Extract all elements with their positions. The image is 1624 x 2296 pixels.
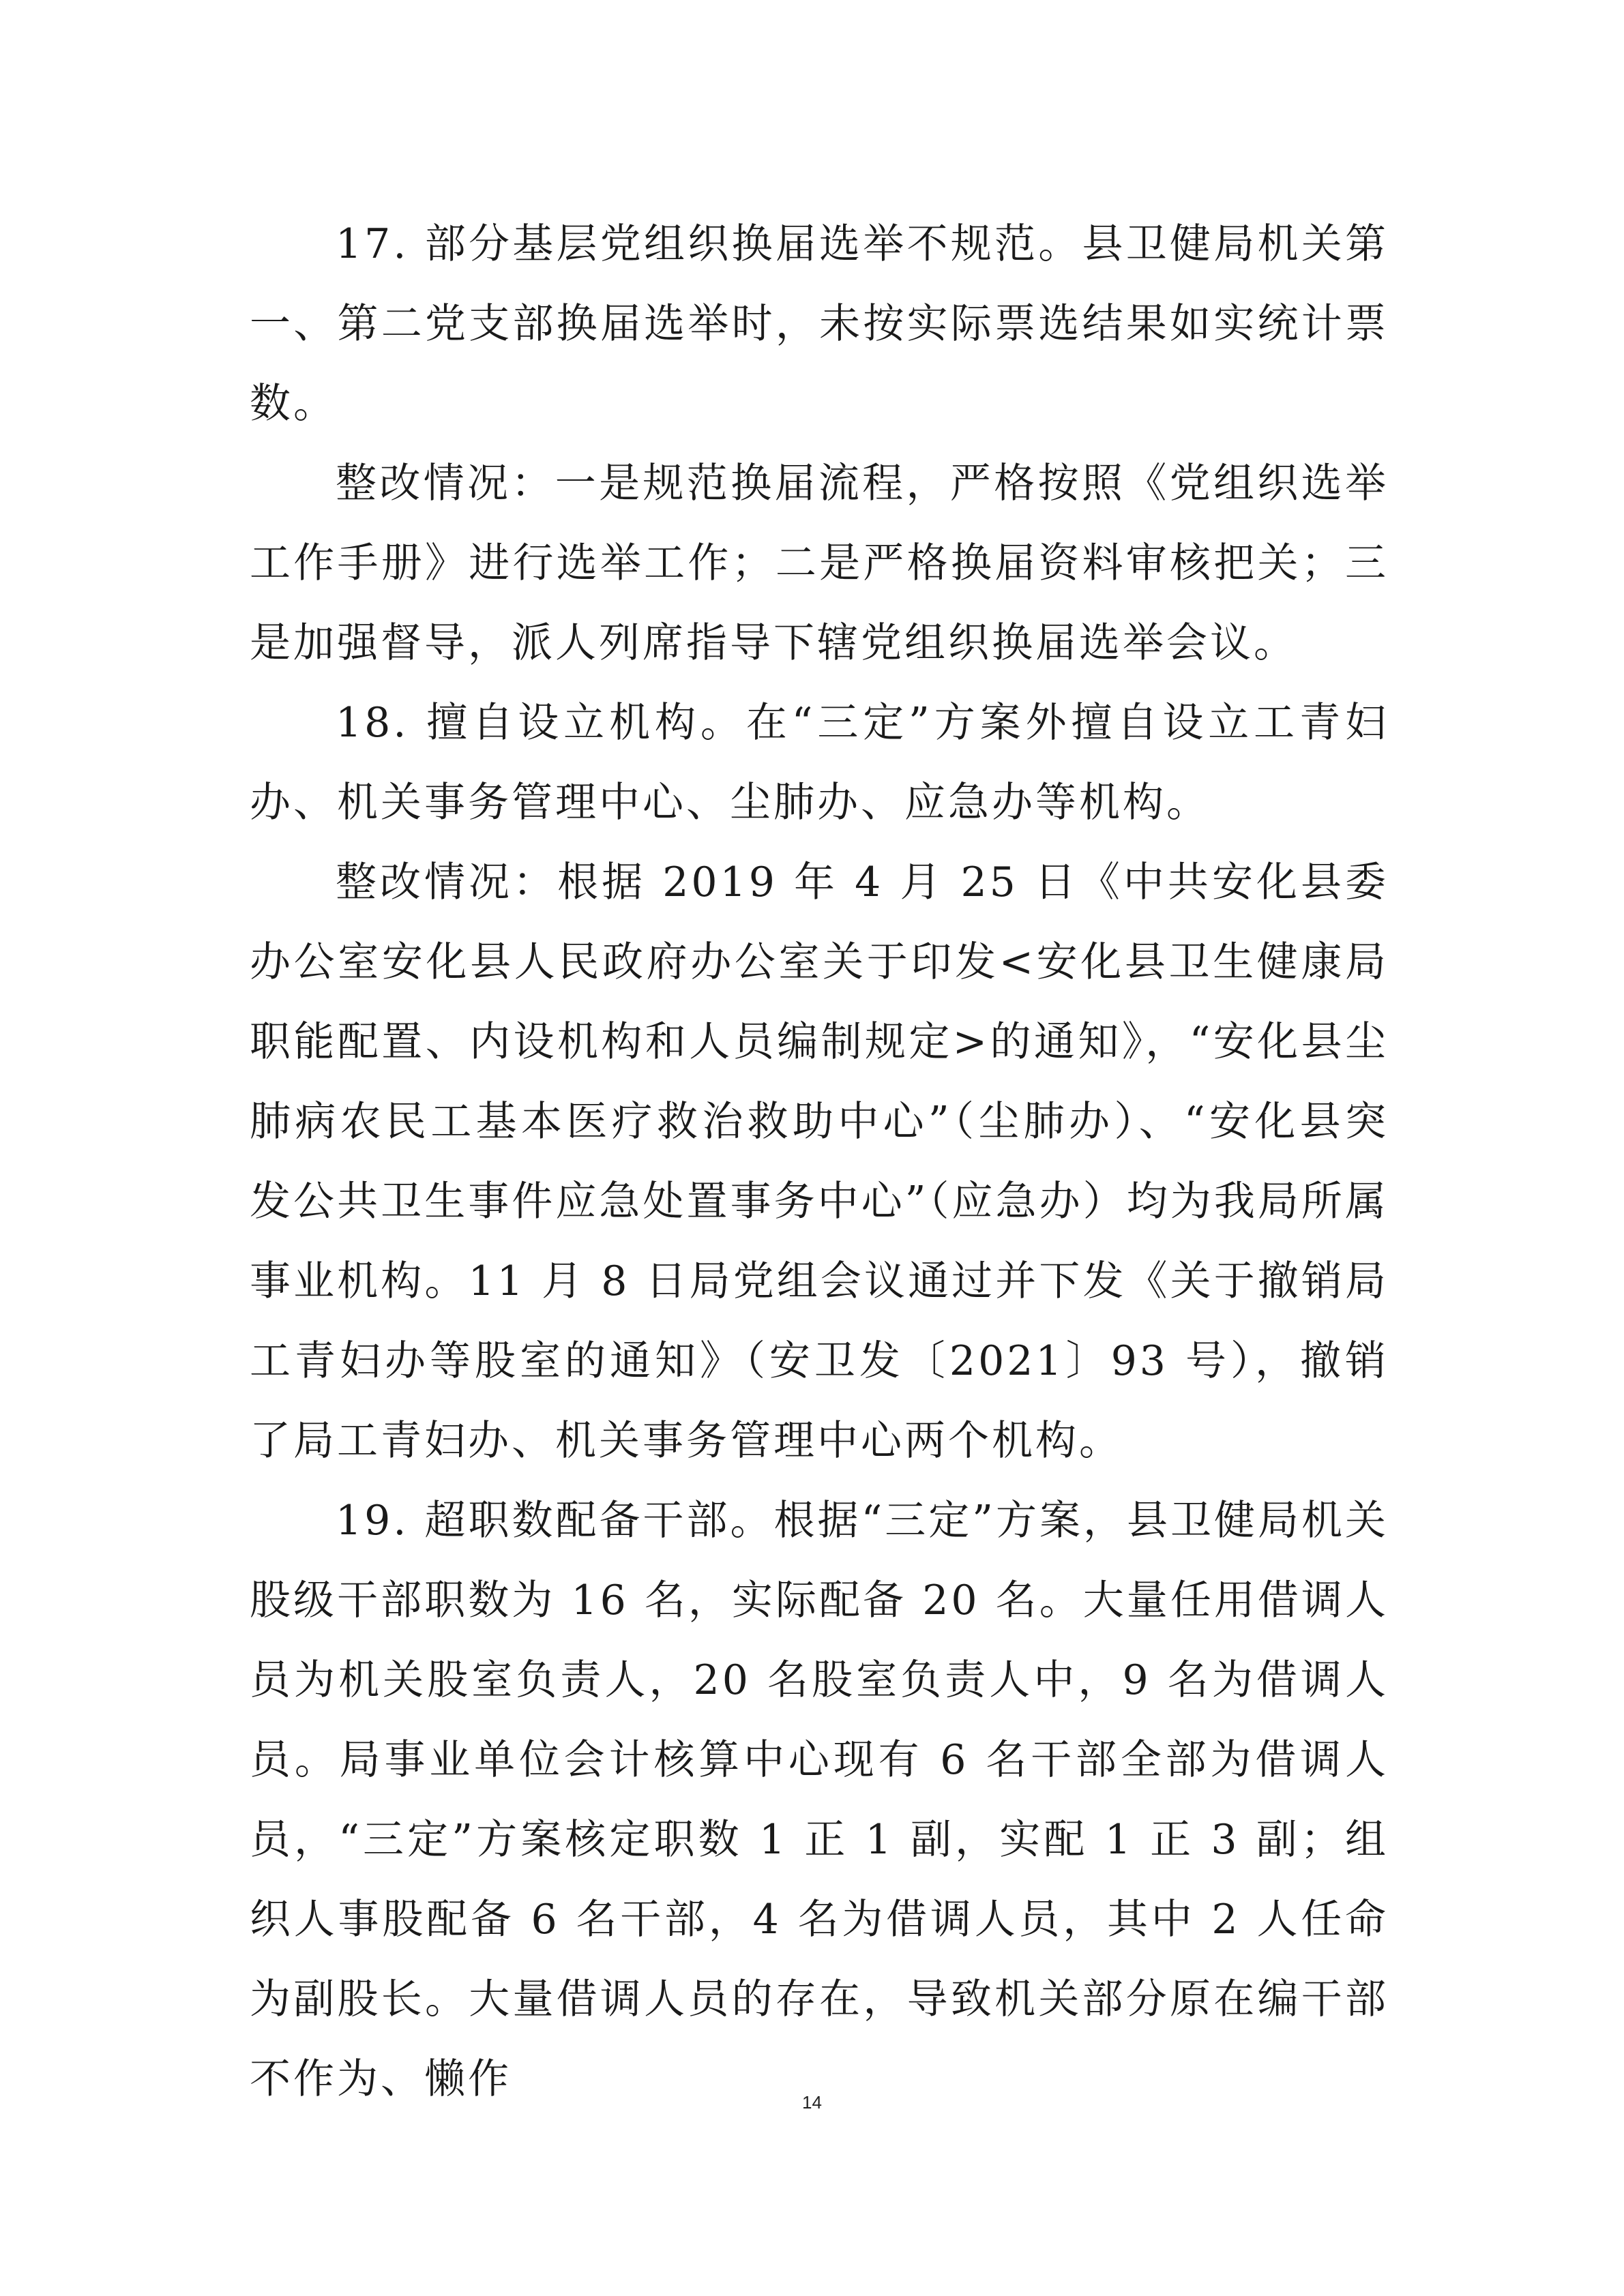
paragraph-item-19: 19. 超职数配备干部。根据“三定”方案，县卫健局机关股级干部职数为 16 名，实际配备 20 名。大量任用借调人员为机关股室负责人，20 名股室负责人中，9 名为借调人员。局事业单位会计核算中心现有 6 名干部全部为借调人员，“三定”方案核定职数 1 正 1 副，实配 1 正 3 副；组织人事股配备 6 名干部，4 名为借调人员，其中 2 人任命为副股长。大量借调人员的存在，导致机关部分原在编干部不作为、懒作: [250, 1497, 1389, 2103]
document-body: [250, 205, 1389, 2119]
paragraph-item-18: 18. 擅自设立机构。在“三定”方案外擅自设立工青妇办、机关事务管理中心、尘肺办、应急办等机构。: [250, 699, 1389, 826]
paragraph-item-17-rectification: 整改情况：一是规范换届流程，严格按照《党组织选举工作手册》进行选举工作；二是严格换届资料审核把关；三是加强督导，派人列席指导下辖党组织换届选举会议。: [250, 460, 1389, 667]
page-number: 14: [802, 2092, 822, 2113]
paragraph-item-17: 17. 部分基层党组织换届选举不规范。县卫健局机关第一、第二党支部换届选举时，未按实际票选结果如实统计票数。: [250, 220, 1389, 428]
paragraph-item-18-rectification: 整改情况：根据 2019 年 4 月 25 日《中共安化县委办公室安化县人民政府办公室关于印发<安化县卫生健康局职能配置、内设机构和人员编制规定>的通知》，“安化县尘肺病农民工基本医疗救治救助中心”（尘肺办）、“安化县突发公共卫生事件应急处置事务中心”（应急办）均为我局所属事业机构。11 月 8 日局党组会议通过并下发《关于撤销局工青妇办等股室的通知》（安卫发〔2021〕93 号），撤销了局工青妇办、机关事务管理中心两个机构。: [250, 859, 1389, 1465]
